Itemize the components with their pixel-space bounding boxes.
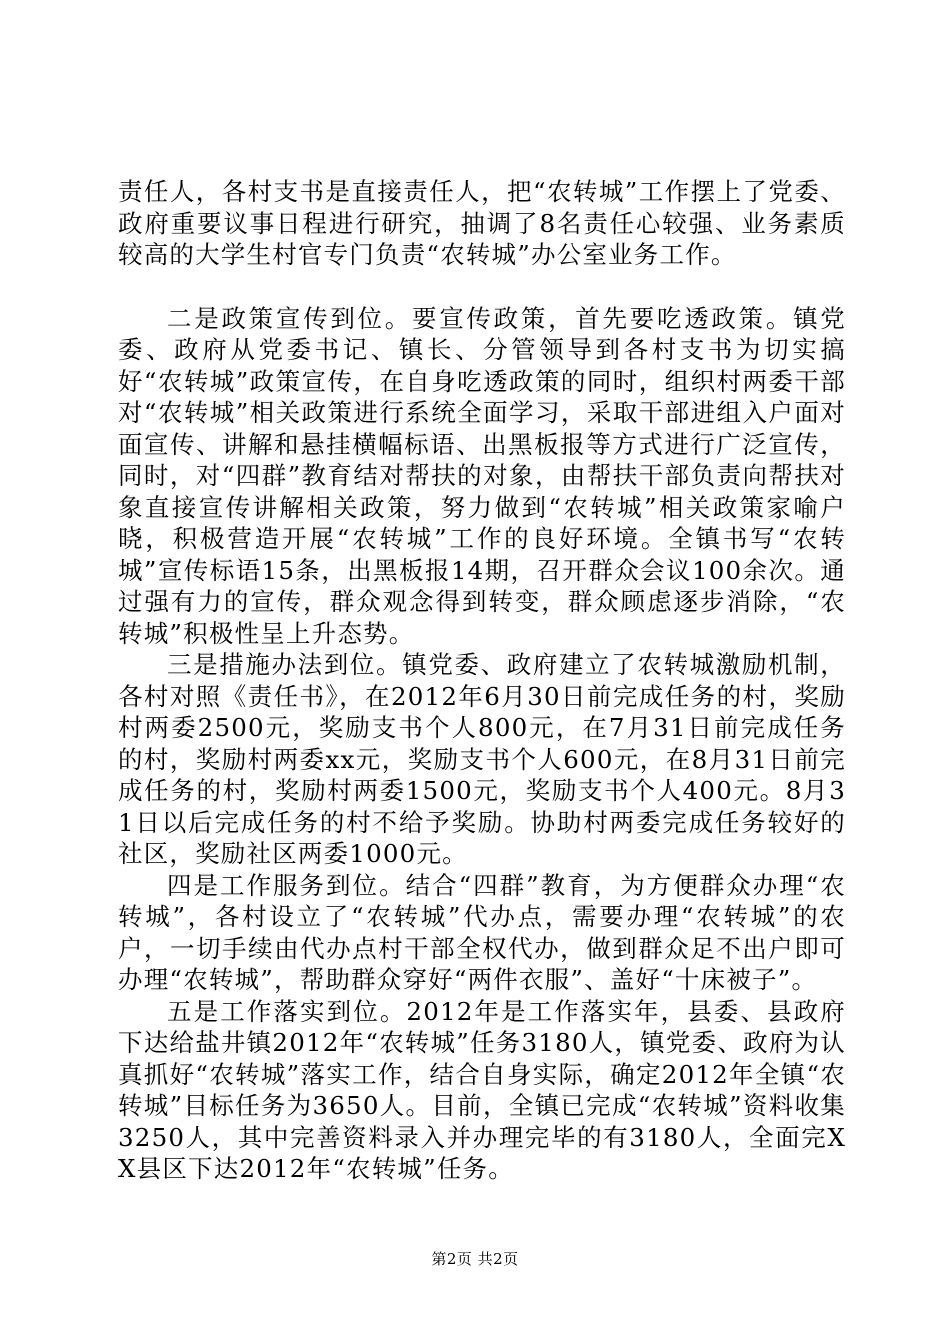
paragraph-measures: 三是措施办法到位。镇党委、政府建立了农转城激励机制，各村对照《责任书》，在2012年6月30日前完成任务的村，奖励村两委2500元，奖励支书个人800元，在7月31日前完成任务的村，奖励村两委xx元，奖励支书个人600元，在8月31日前完成任务的村，奖励村两委1500元，奖励支书个人400元。8月31日以后完成任务的村不给予奖励。协助村两委完成任务较好的社区，奖励社区两委1000元。 — [118, 650, 846, 868]
paragraph-policy-publicity: 二是政策宣传到位。要宣传政策，首先要吃透政策。镇党委、政府从党委书记、镇长、分管领导到各村支书为切实搞好“农转城”政策宣传，在自身吃透政策的同时，组织村两委干部对“农转城”相关政策进行系统全面学习，采取干部进组入户面对面宣传、讲解和悬挂横幅标语、出黑板报等方式进行广泛宣传，同时，对“四群”教育结对帮扶的对象，由帮扶干部负责向帮扶对象直接宣传讲解相关政策，努力做到“农转城”相关政策家喻户晓，积极营造开展“农转城”工作的良好环境。全镇书写“农转城”宣传标语15条，出黑板报14期，召开群众会议100余次。通过强有力的宣传，群众观念得到转变，群众顾虑逐步消除，“农转城”积极性呈上升态势。 — [118, 303, 846, 648]
paragraph-work-service: 四是工作服务到位。结合“四群”教育，为方便群众办理“农转城”，各村设立了“农转城”代办点，需要办理“农转城”的农户，一切手续由代办点村干部全权代办，做到群众足不出户即可办理“农转城”，帮助群众穿好“两件衣服”、盖好“十床被子”。 — [118, 870, 846, 994]
document-body — [118, 176, 846, 1185]
paragraph-continuation: 责任人，各村支书是直接责任人，把“农转城”工作摆上了党委、政府重要议事日程进行研究，抽调了8名责任心较强、业务素质较高的大学生村官专门负责“农转城”办公室业务工作。 — [118, 177, 846, 269]
page-footer: 第2页 共2页 — [431, 1250, 519, 1268]
paragraph-spacer — [118, 271, 846, 303]
paragraph-implementation: 五是工作落实到位。2012年是工作落实年，县委、县政府下达给盐井镇2012年“农转城”任务3180人，镇党委、政府为认真抓好“农转城”落实工作，结合自身实际，确定2012年全镇“农转城”目标任务为3650人。目前，全镇已完成“农转城”资料收集3250人，其中完善资料录入并办理完毕的有3180人，全面完XX县区下达2012年“农转城”任务。 — [118, 996, 846, 1183]
